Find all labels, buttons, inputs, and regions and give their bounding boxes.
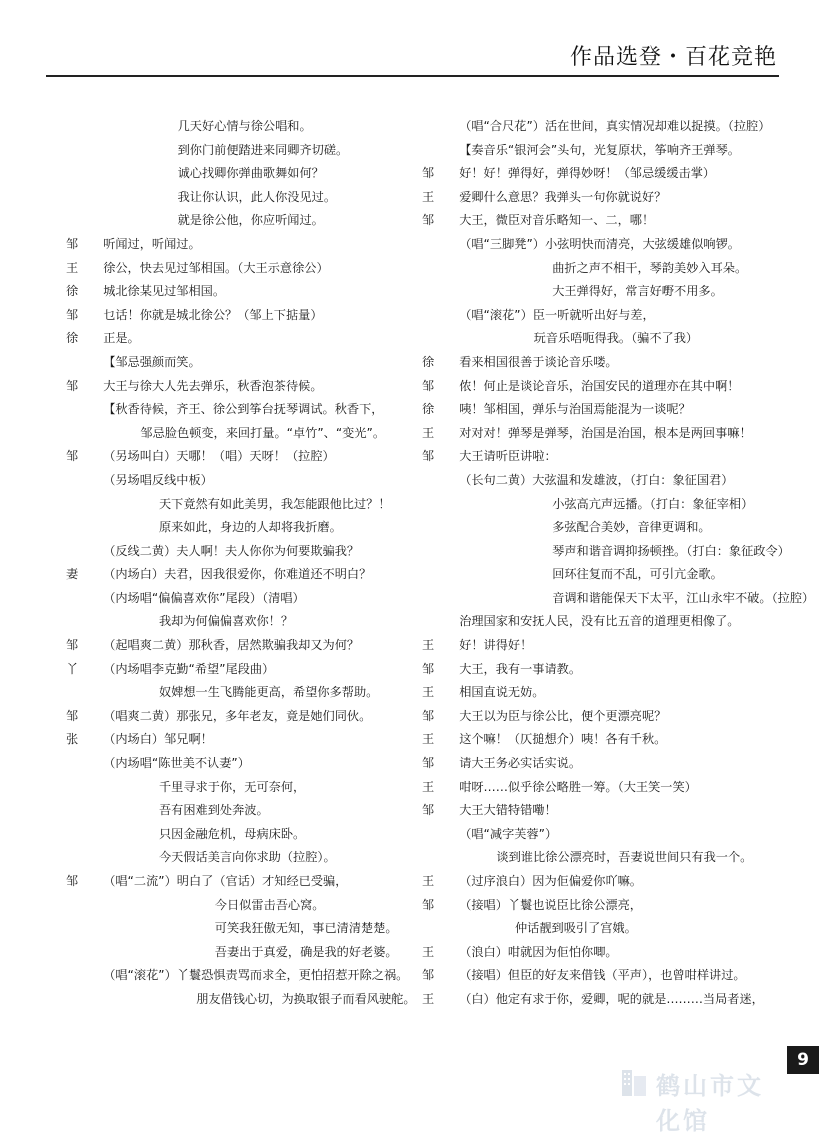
- line-text: （内场唱李克勤“希望”尾段曲）: [103, 661, 275, 676]
- line-text: 今天假话美言向你求助（拉腔）。: [159, 850, 336, 865]
- line-text: 仲话靓到吸引了宫娥。: [515, 921, 637, 936]
- script-line: [66, 115, 406, 139]
- script-line: [422, 304, 782, 328]
- speaker-label: 王: [422, 425, 435, 440]
- script-line: [422, 186, 782, 210]
- script-line: [422, 422, 782, 446]
- speaker-label: 邹: [422, 803, 435, 818]
- script-line: [66, 186, 406, 210]
- line-text: 回环往复而不乱，可引亢金歌。: [552, 567, 723, 582]
- script-line: [66, 139, 406, 163]
- script-line: [422, 516, 782, 540]
- script-line: [66, 823, 406, 847]
- line-text: 今日似雷击吾心窝。: [214, 897, 325, 912]
- line-text: （内场唱“陈世美不认妻”）: [103, 756, 250, 771]
- script-line: [422, 327, 782, 351]
- script-line: [422, 988, 782, 1012]
- line-text: 我却为何偏偏喜欢你！？: [159, 614, 294, 629]
- script-line: [66, 917, 406, 941]
- line-text: 只因金融危机，母病床卧。: [159, 826, 306, 841]
- line-text: 几天好心情与徐公唱和。: [177, 119, 312, 133]
- line-text: 乜话！你就是城北徐公？（邹上下掂量）: [103, 307, 323, 322]
- line-text: （反线二黄）夫人啊！夫人你你为何要欺骗我？: [103, 543, 360, 558]
- building-icon: [618, 1064, 652, 1098]
- line-text: 大王以为臣与徐公比，便个更漂亮呢？: [459, 708, 667, 723]
- page-header-title: 作品选登・百花竞艳: [569, 45, 777, 70]
- line-text: （长句二黄）大弦温和发雄波，（打白：象征国君）: [459, 472, 734, 487]
- line-text: 小弦高亢声远播。（打白：象征宰相）: [552, 496, 754, 511]
- line-text: 侬！何止是谈论音乐，治国安民的道理亦在其中啊！: [459, 378, 740, 393]
- line-text: 就是徐公他，你应听闻过。: [177, 213, 324, 228]
- script-line: [66, 233, 406, 257]
- script-line: [66, 634, 406, 658]
- speaker-label: 王: [422, 732, 435, 747]
- script-line: [422, 846, 782, 870]
- speaker-label: 邹: [422, 708, 435, 723]
- script-line: [422, 870, 782, 894]
- script-line: [66, 776, 406, 800]
- script-line: [66, 209, 406, 233]
- script-line: [422, 493, 782, 517]
- left-text-column: [66, 115, 416, 1012]
- line-text: （唱“三脚凳”）小弦明快而清亮，大弦缓雄似响锣。: [459, 236, 740, 251]
- line-text: 大王大错特错嘞！: [459, 803, 557, 818]
- line-text: 城北徐某见过邹相国。: [103, 284, 226, 299]
- line-text: 天下竟然有如此美男，我怎能跟他比过？！: [159, 496, 391, 511]
- script-line: [422, 941, 782, 965]
- script-line: [422, 257, 782, 281]
- speaker-label: 邹: [422, 378, 435, 393]
- script-line: [422, 634, 782, 658]
- line-text: （接唱）但臣的好友来借钱（平声），也曾咁样讲过。: [459, 968, 746, 983]
- line-text: 好！讲得好！: [459, 638, 533, 653]
- script-line: [422, 445, 782, 469]
- line-text: （唱“滚花”）丫鬟恐惧责骂而求全，更怕招惹开除之祸。: [103, 968, 409, 983]
- script-line: [66, 587, 406, 611]
- line-text: 谈到谁比徐公漂亮时，吾妻说世间只有我一个。: [496, 850, 753, 865]
- script-line: [66, 304, 406, 328]
- script-line: [422, 705, 782, 729]
- line-text: （过序浪白）因为佢偏爱你吖嘛。: [459, 874, 642, 888]
- speaker-label: 王: [422, 944, 435, 959]
- line-text: 爱卿什么意思？我弹头一句你就说好？: [459, 189, 667, 204]
- script-line: [422, 964, 782, 988]
- line-text: （唱“合尺花”）活在世间，真实情况却难以捉摸。（拉腔）: [459, 119, 771, 133]
- script-line: [422, 776, 782, 800]
- speaker-label: 妻: [66, 567, 79, 582]
- line-text: 大王弹得好，常言好嘢不用多。: [552, 284, 723, 299]
- script-line: [66, 846, 406, 870]
- watermark-text: 鹤山市文化馆: [656, 1071, 764, 1135]
- script-line: [422, 917, 782, 941]
- script-line: [422, 658, 782, 682]
- line-text: 【奏音乐“银河会”头句，光复原状，筝响齐王弹琴。: [459, 142, 740, 157]
- speaker-label: 邹: [422, 213, 435, 228]
- script-line: [66, 941, 406, 965]
- line-text: 【秋香待候，齐王、徐公到筝台抚琴调试。秋香下，: [103, 402, 384, 417]
- script-line: [66, 280, 406, 304]
- script-line: [66, 469, 406, 493]
- speaker-label: 邹: [422, 661, 435, 676]
- script-line: [66, 257, 406, 281]
- script-line: [422, 540, 790, 564]
- script-line: [422, 823, 782, 847]
- speaker-label: 王: [422, 991, 435, 1006]
- line-text: 我让你认识，此人你没见过。: [177, 189, 337, 204]
- script-line: [66, 516, 406, 540]
- script-line: [422, 799, 782, 823]
- script-line: [66, 705, 406, 729]
- line-text: （内场白）夫君，因我很爱你，你难道还不明白？: [103, 567, 372, 582]
- line-text: 原来如此，身边的人却将我折磨。: [159, 520, 342, 535]
- speaker-label: 邹: [66, 378, 79, 393]
- speaker-label: 丫: [66, 661, 79, 676]
- line-text: 大王，微臣对音乐略知一、二，哪！: [459, 213, 655, 228]
- script-line: [422, 351, 782, 375]
- right-text-column: [422, 115, 815, 1012]
- header-rule: [46, 75, 779, 77]
- speaker-label: 徐: [422, 354, 435, 369]
- script-line: [422, 752, 782, 776]
- line-text: 看来相国很善于谈论音乐喽。: [459, 354, 618, 369]
- speaker-label: 邹: [66, 307, 79, 322]
- line-text: （接唱）丫鬟也说臣比徐公漂亮，: [459, 897, 642, 912]
- line-text: 吾有困难到处奔波。: [159, 803, 269, 818]
- line-text: （浪白）咁就因为佢怕你唧。: [459, 944, 618, 959]
- line-text: （唱“二流”）明白了（官话）才知经已受骗，: [103, 874, 348, 888]
- line-text: 咦！邹相国，弹乐与治国焉能混为一谈呢？: [459, 402, 691, 417]
- speaker-label: 徐: [66, 331, 79, 346]
- speaker-label: 邹: [66, 638, 79, 653]
- line-text: 到你门前便踏进来同卿齐切磋。: [177, 142, 349, 157]
- script-line: [66, 398, 406, 422]
- script-line: [66, 799, 406, 823]
- speaker-label: 张: [66, 732, 79, 747]
- speaker-label: 邹: [66, 708, 79, 723]
- line-text: 这个嘛！（仄搥想介）咦！各有千秋。: [459, 732, 667, 747]
- line-text: （白）他定有求于你，爱卿，呢的就是………当局者迷，: [459, 991, 764, 1006]
- line-text: 对对对！弹琴是弹琴，治国是治国，根本是两回事嘛！: [459, 425, 752, 440]
- script-line: [66, 610, 406, 634]
- script-line: [66, 445, 406, 469]
- speaker-label: 邹: [422, 968, 435, 983]
- script-line: [66, 351, 406, 375]
- line-text: （另场唱反线中板）: [103, 472, 213, 487]
- speaker-label: 王: [66, 260, 79, 275]
- line-text: 正是。: [103, 331, 140, 346]
- line-text: 徐公，快去见过邹相国。（大王示意徐公）: [103, 260, 329, 275]
- script-line: [66, 964, 409, 988]
- script-line: [66, 422, 406, 446]
- speaker-label: 王: [422, 685, 435, 700]
- line-text: （起唱爽二黄）那秋香，居然欺骗我却又为何？: [103, 638, 360, 653]
- line-text: （另场叫白）天哪！（唱）天呀！（拉腔）: [103, 449, 335, 464]
- line-text: 相国直说无妨。: [459, 685, 545, 700]
- script-line: [422, 728, 782, 752]
- script-line: [422, 280, 782, 304]
- script-line: [66, 658, 406, 682]
- speaker-label: 邹: [422, 166, 435, 181]
- script-line: [422, 894, 782, 918]
- script-line: [66, 563, 406, 587]
- speaker-label: 徐: [422, 402, 435, 417]
- script-line: [66, 327, 406, 351]
- line-text: 奴婢想一生飞腾能更高，希望你多帮助。: [159, 685, 379, 700]
- speaker-label: 徐: [66, 284, 79, 299]
- watermark-logo: [618, 1064, 788, 1135]
- speaker-label: 邹: [66, 449, 79, 464]
- line-text: 请大王务必实话实说。: [459, 756, 582, 771]
- script-line: [422, 587, 815, 611]
- script-line: [66, 375, 406, 399]
- script-line: [66, 752, 406, 776]
- script-line: [422, 610, 782, 634]
- script-line: [422, 115, 782, 139]
- script-line: [422, 563, 782, 587]
- line-text: 【邹忌强颜而笑。: [103, 354, 201, 369]
- line-text: 朋友借钱心切，为换取银子而看风驶舵。: [196, 991, 416, 1006]
- line-text: 大王请听臣讲啦：: [459, 449, 557, 464]
- line-text: 大王与徐大人先去弹乐，秋香泡茶待候。: [103, 378, 323, 393]
- line-text: （唱“滚花”）臣一听就听出好与差，: [459, 307, 655, 322]
- script-line: [66, 728, 406, 752]
- script-line: [66, 540, 406, 564]
- script-line: [422, 375, 782, 399]
- line-text: 大王，我有一事请教。: [459, 661, 582, 676]
- script-line: [422, 469, 782, 493]
- script-line: [66, 681, 406, 705]
- line-text: 可笑我狂傲无知，事已清清楚楚。: [214, 921, 398, 936]
- speaker-label: 邹: [66, 236, 79, 251]
- speaker-label: 邹: [422, 756, 435, 771]
- speaker-label: 王: [422, 638, 435, 653]
- speaker-label: 王: [422, 874, 435, 888]
- script-line: [66, 870, 406, 894]
- line-text: 琴声和谐音调抑扬顿挫。（打白：象征政令）: [552, 543, 790, 558]
- line-text: 音调和谐能保天下太平，江山永牢不破。（拉腔）: [552, 590, 815, 605]
- line-text: 曲折之声不相干，琴韵美妙入耳朵。: [552, 260, 748, 275]
- script-line: [422, 139, 782, 163]
- line-text: 治理国家和安抚人民，没有比五音的道理更相像了。: [459, 614, 740, 629]
- line-text: （唱“减字芙蓉”）: [459, 826, 558, 841]
- speaker-label: 王: [422, 189, 435, 204]
- line-text: 玩音乐唔呃得我。（骗不了我）: [533, 331, 699, 346]
- script-line: [422, 209, 782, 233]
- script-line: [422, 398, 782, 422]
- line-text: 好！好！弹得好，弹得妙呀！（邹忌缓缓击掌）: [459, 166, 716, 181]
- line-text: 诚心找卿你弹曲歌舞如何？: [177, 166, 324, 181]
- script-line: [66, 493, 406, 517]
- speaker-label: 邹: [422, 897, 435, 912]
- script-line: [422, 681, 782, 705]
- speaker-label: 王: [422, 779, 435, 794]
- line-text: 千里寻求于你，无可奈何，: [159, 779, 306, 794]
- line-text: 邹忌脸色顿变，来回打量。“卓竹”、“变光”。: [140, 425, 386, 440]
- line-text: 听闻过，听闻过。: [103, 236, 201, 251]
- line-text: 吾妻出于真爱，确是我的好老婆。: [214, 944, 398, 959]
- line-text: （内场唱“偏偏喜欢你”尾段）（清唱）: [103, 590, 305, 605]
- script-line: [66, 162, 406, 186]
- line-text: （内场白）邹兄啊！: [103, 732, 213, 747]
- line-text: 多弦配合美妙，音律更调和。: [552, 520, 711, 535]
- script-line: [422, 162, 782, 186]
- script-line: [66, 894, 406, 918]
- line-text: （唱爽二黄）那张兄，多年老友，竟是她们同伙。: [103, 708, 372, 723]
- line-text: 咁呀……似乎徐公略胜一筹。（大王笑一笑）: [459, 779, 697, 794]
- speaker-label: 邹: [422, 449, 435, 464]
- speaker-label: 邹: [66, 874, 79, 888]
- script-line: [66, 988, 416, 1012]
- script-line: [422, 233, 782, 257]
- page-number: 9: [787, 1046, 819, 1074]
